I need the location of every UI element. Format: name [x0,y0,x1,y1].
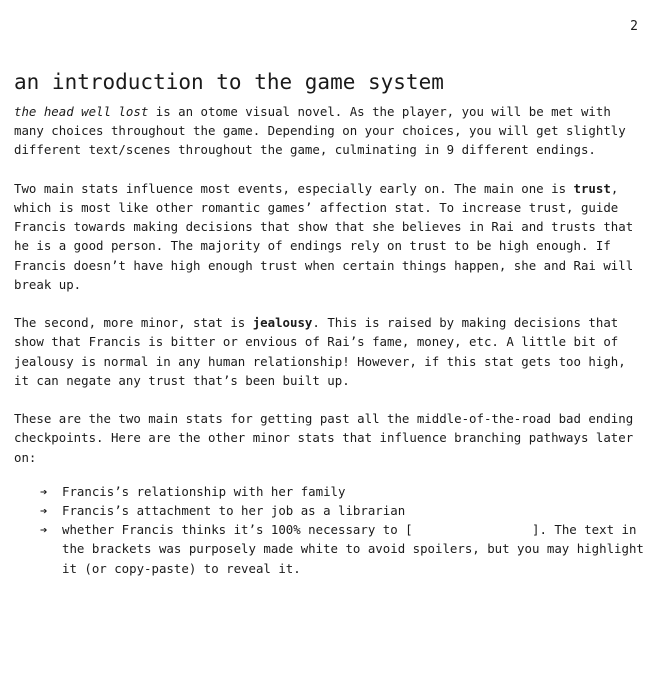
game-title: the head well lost [14,104,149,119]
trust-stat-name: trust [573,180,611,196]
hidden-spoiler-text[interactable]: keep her secrets [412,522,532,538]
trust-text-after: , which is most like other romantic games’ affection stat. To increase trust, guide Francis towards making decisions that show that she believes in Rai and trusts that he is a good person. The majority of endings rely on trust to be high enough. If Francis doesn’t have high enough trust when certain things happen, she and Rai will break up. [14,180,634,292]
jealousy-paragraph [14,313,644,390]
jealousy-stat-name: jealousy [252,315,313,331]
trust-text-before: Two main stats influence most events, especially early on. The main one is [14,180,574,196]
page-title: an introduction to the game system [14,70,444,94]
right-arrow-icon: ➔ [40,503,48,519]
bullet-text-after: ]. The text in the brackets was purposely made white to avoid spoilers, but you may highlight it (or copy-paste) to reveal it. [62,522,644,576]
bullet-text: Francis’s attachment to her job as a librarian [62,503,406,519]
minor-stats-list [14,482,644,578]
intro-paragraph [14,102,644,160]
bullet-text: Francis’s relationship with her family [62,483,346,499]
list-item [40,520,644,578]
document-body [14,68,644,578]
list-item [40,482,644,501]
page-number: 2 [630,19,638,34]
bullet-text-before: whether Francis thinks it’s 100% necessary to [ [62,522,413,538]
right-arrow-icon: ➔ [40,483,48,499]
minor-stats-intro: These are the two main stats for getting past all the middle-of-the-road bad ending checkpoints. Here are the other minor stats that influence branching pathways later on: [14,411,634,465]
jealousy-text-before: The second, more minor, stat is [14,315,253,331]
list-item [40,501,644,520]
intro-text: is an otome visual novel. As the player, you will be met with many choices throughout the game. Depending on your choices, you will get slightly different text/scenes throughout the game, culminating in 9 different endings. [14,104,626,158]
jealousy-text-after: . This is raised by making decisions that show that Francis is bitter or envious of Rai’s fame, money, etc. A little bit of jealousy is normal in any human relationship! However, if this stat gets too high, it can negate any trust that’s been built up. [14,315,626,388]
right-arrow-icon: ➔ [40,522,48,538]
trust-paragraph [14,179,644,294]
